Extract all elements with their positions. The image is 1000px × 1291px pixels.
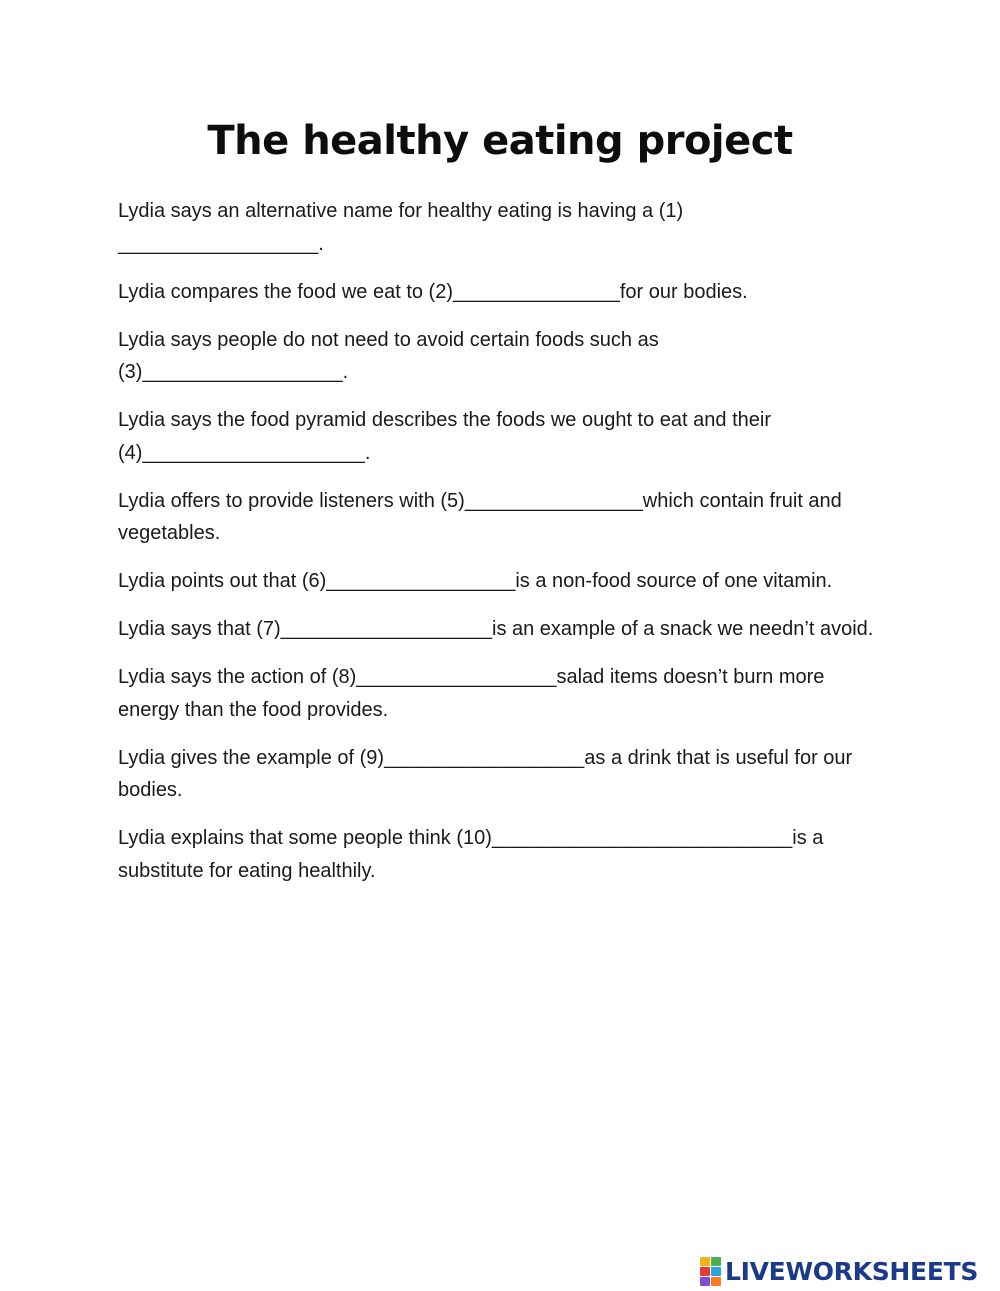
logo-block <box>700 1257 710 1266</box>
question-2 <box>118 276 888 309</box>
logo-block <box>711 1267 721 1276</box>
question-list <box>118 195 888 903</box>
question-10-text: Lydia explains that some people think (10)___________________________is a substitute for eating healthily. <box>118 827 829 882</box>
question-4 <box>118 404 888 469</box>
question-5-text: Lydia offers to provide listeners with (5)________________which contain fruit and vegetables. <box>118 489 848 544</box>
question-4-text: Lydia says the food pyramid describes the foods we ought to eat and their (4)____________________. <box>118 409 777 464</box>
watermark-text: LIVEWORKSHEETS <box>725 1256 979 1286</box>
question-8 <box>118 661 888 726</box>
question-2-text: Lydia compares the food we eat to (2)_______________for our bodies. <box>118 280 748 303</box>
question-7 <box>118 613 888 646</box>
question-7-text: Lydia says that (7)___________________is an example of a snack we needn’t avoid. <box>118 618 874 640</box>
liveworksheets-watermark <box>700 1256 978 1286</box>
question-9 <box>118 742 888 807</box>
question-3 <box>118 324 888 389</box>
question-6-text: Lydia points out that (6)_________________is a non-food source of one vitamin. <box>118 570 833 592</box>
question-1 <box>118 195 888 260</box>
liveworksheets-logo-icon <box>700 1257 721 1286</box>
question-9-text: Lydia gives the example of (9)__________________as a drink that is useful for our bodies. <box>118 746 858 801</box>
question-10 <box>118 822 888 887</box>
question-5 <box>118 485 888 550</box>
question-1-text: Lydia says an alternative name for healthy eating is having a (1) __________________. <box>118 200 689 255</box>
question-3-text: Lydia says people do not need to avoid certain foods such as (3)__________________. <box>118 328 665 383</box>
logo-block <box>711 1257 721 1266</box>
page-title: The healthy eating project <box>207 118 793 164</box>
logo-block <box>700 1267 710 1276</box>
question-6 <box>118 565 888 598</box>
logo-block <box>711 1277 721 1286</box>
logo-block <box>700 1277 710 1286</box>
question-8-text: Lydia says the action of (8)__________________salad items doesn’t burn more energy than the food provides. <box>118 666 830 721</box>
